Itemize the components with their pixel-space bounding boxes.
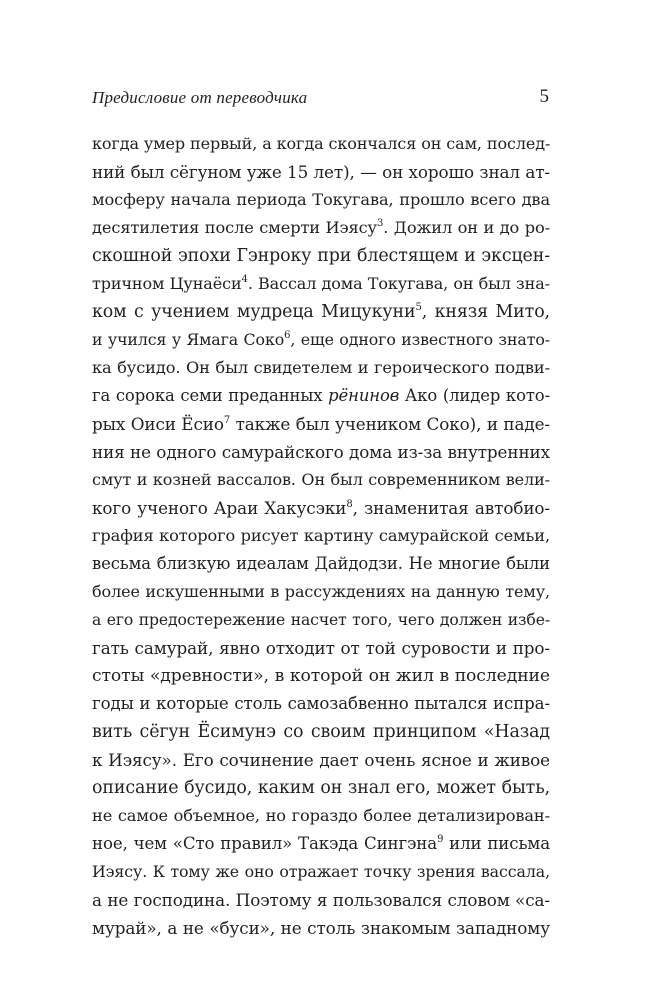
text-segment: ком с учением мудреца Мицукуни [92, 302, 416, 322]
text-line [92, 830, 550, 858]
text-line: а не господина. Поэтому я пользовался словом «са- [92, 890, 550, 910]
text-line [92, 270, 550, 298]
footnote-marker[interactable]: 6 [284, 330, 291, 341]
text-segment: ное, чем «Сто правил» Такэда Сингэна [92, 834, 438, 853]
text-line: мурай», а не «буси», не столь знакомым западному [92, 918, 550, 938]
text-line [92, 214, 550, 242]
text-line: описание бусидо, каким он знал его, может быть, [92, 778, 550, 798]
text-line: а его предостережение насчет того, чего должен избе- [92, 611, 550, 629]
text-line: ка бусидо. Он был свидетелем и героического подви- [92, 358, 550, 377]
text-line [92, 382, 550, 410]
text-segment: . Дожил он и до ро- [383, 218, 550, 237]
footnote-marker[interactable]: 3 [376, 218, 384, 229]
body-text [92, 130, 550, 942]
text-line [92, 298, 550, 326]
text-line: не самое объемное, но гораздо более детализирован- [92, 806, 550, 825]
text-line: к Иэясу». Его сочинение дает очень ясное и живое [92, 750, 550, 770]
text-segment: га сорока семи преданных [92, 386, 329, 405]
text-segment: или письма [443, 834, 550, 853]
text-segment: и учился у Ямага Соко [92, 330, 285, 349]
text-line [92, 326, 550, 354]
text-segment: , князя Мито, [421, 302, 550, 322]
text-line: более искушенными в рассуждениях на данную тему, [92, 582, 550, 601]
text-segment: . Вассал дома Токугава, он был зна- [247, 274, 550, 293]
italic-term: рёнинов [328, 386, 400, 405]
text-segment: , знаменитая автобио- [352, 498, 550, 518]
text-line: стоты «древности», в которой он жил в последние [92, 666, 550, 686]
text-line: ний был сёгуном уже 15 лет), — он хорошо знал ат- [92, 162, 550, 182]
text-line: мосферу начала периода Токугава, прошло всего два [92, 190, 550, 209]
text-segment: кого ученого Араи Хакусэки [92, 498, 347, 518]
footnote-marker[interactable]: 5 [415, 302, 422, 313]
text-segment: тричном Цунаёси [92, 274, 242, 293]
running-title: Предисловие от переводчика [92, 88, 308, 107]
footnote-marker[interactable]: 4 [241, 274, 248, 285]
text-line: годы и которые столь самозабвенно пытался испра- [92, 694, 550, 713]
text-line: весьма близкую идеалам Дайдодзи. Не многие были [92, 554, 550, 573]
text-line: Иэясу. К тому же оно отражает точку зрения вассала, [92, 862, 550, 881]
text-line [92, 410, 550, 438]
text-segment: , еще одного известного знато- [290, 330, 550, 349]
text-line: когда умер первый, а когда скончался он сам, послед- [92, 134, 551, 153]
text-line: вить сёгун Ёсимунэ со своим принципом «Назад [92, 722, 550, 742]
page-number: 5 [539, 86, 549, 107]
text-line [92, 494, 550, 522]
text-segment: десятилетия после смерти Иэясу [92, 218, 377, 237]
text-line: скошной эпохи Гэнроку при блестящем и эксцен- [92, 246, 550, 266]
footnote-marker[interactable]: 7 [223, 415, 231, 426]
text-segment: рых Оиси Ёсио [92, 414, 224, 434]
text-line: ния не одного самурайского дома из-за внутренних [92, 442, 550, 462]
footnote-marker[interactable]: 9 [437, 834, 444, 845]
text-segment: Ако (лидер кото- [399, 386, 551, 405]
text-segment: также был учеником Соко), и паде- [230, 414, 550, 434]
text-line: графия которого рисует картину самурайской семьи, [92, 526, 550, 545]
text-line: смут и козней вассалов. Он был современником вели- [92, 470, 550, 489]
footnote-marker[interactable]: 8 [346, 499, 353, 510]
text-line: гать самурай, явно отходит от той суровости и про- [92, 638, 550, 658]
